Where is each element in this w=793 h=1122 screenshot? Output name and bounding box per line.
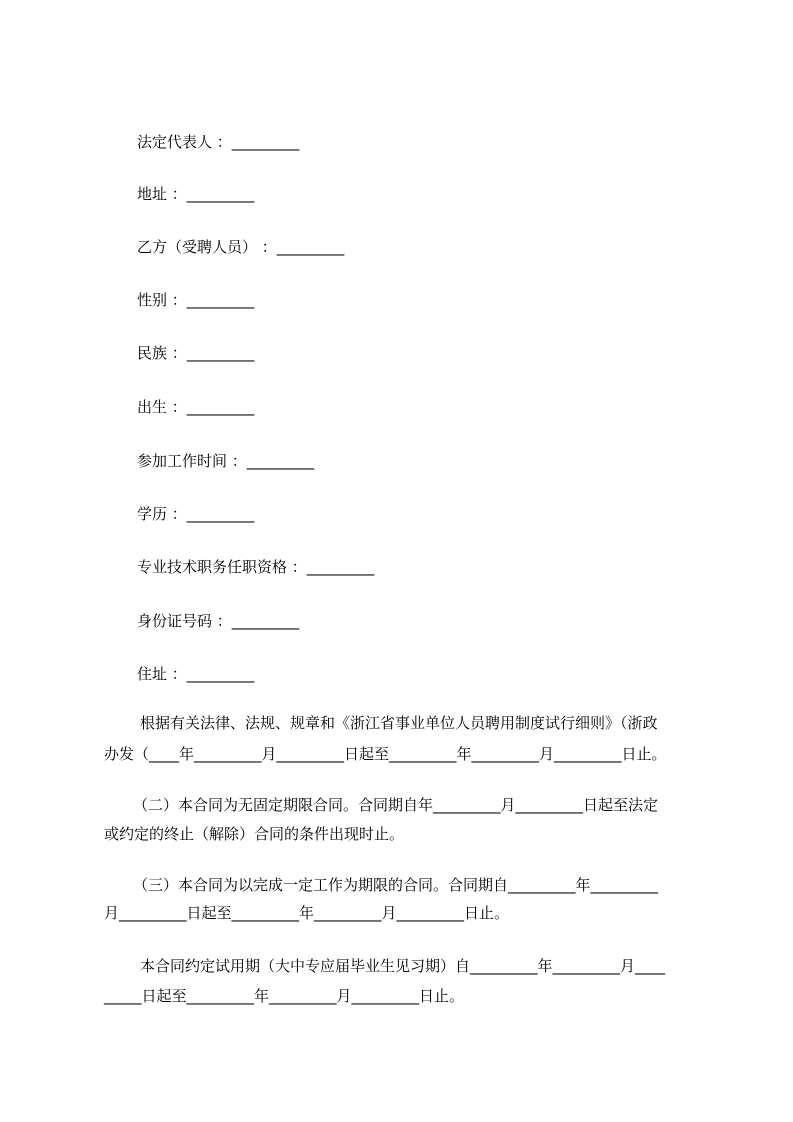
paragraph-probation-line1: 本合同约定试用期（大中专应届毕业生见习期）自_________年_________月____	[140, 957, 666, 975]
field-legal-representative: 法定代表人 ：_________	[137, 133, 300, 151]
paragraph-task-based-line2: 月_________日起至_________年_________月_________日止。	[104, 904, 510, 922]
paragraph-basis-line2: 办发（____年_________月_________日起至_________年_________月_________日止。	[104, 745, 667, 763]
field-professional-title: 专业技术职务任职资格 ：_________	[137, 558, 375, 576]
paragraph-basis-line1: 根据有关法律、法规、规章和《浙江省事业单位人员聘用制度试行细则》（浙政	[140, 714, 658, 732]
field-party-b: 乙方（受聘人员） ：_________	[137, 238, 345, 256]
paragraph-probation-line2: _____日起至_________年_________月_________日止。	[104, 987, 465, 1005]
field-education: 学历 ：_________	[137, 505, 255, 523]
field-work-start: 参加工作时间 ：_________	[137, 452, 315, 470]
field-gender: 性别 ：_________	[137, 291, 255, 309]
field-id-number: 身份证号码 ：_________	[137, 612, 300, 630]
field-ethnicity: 民族 ：_________	[137, 344, 255, 362]
field-residence: 住址 ：_________	[137, 665, 255, 683]
field-birth: 出生 ：_________	[137, 398, 255, 416]
paragraph-indefinite-line2: 或约定的终止（解除）合同的条件出现时止。	[104, 825, 405, 843]
paragraph-indefinite-line1: （二）本合同为无固定期限合同。合同期自年_________月_________日起至法定	[133, 796, 659, 814]
field-address: 地址 ：_________	[137, 185, 255, 203]
paragraph-task-based-line1: （三）本合同为以完成一定工作为期限的合同。合同期自_________年_________	[133, 876, 659, 894]
